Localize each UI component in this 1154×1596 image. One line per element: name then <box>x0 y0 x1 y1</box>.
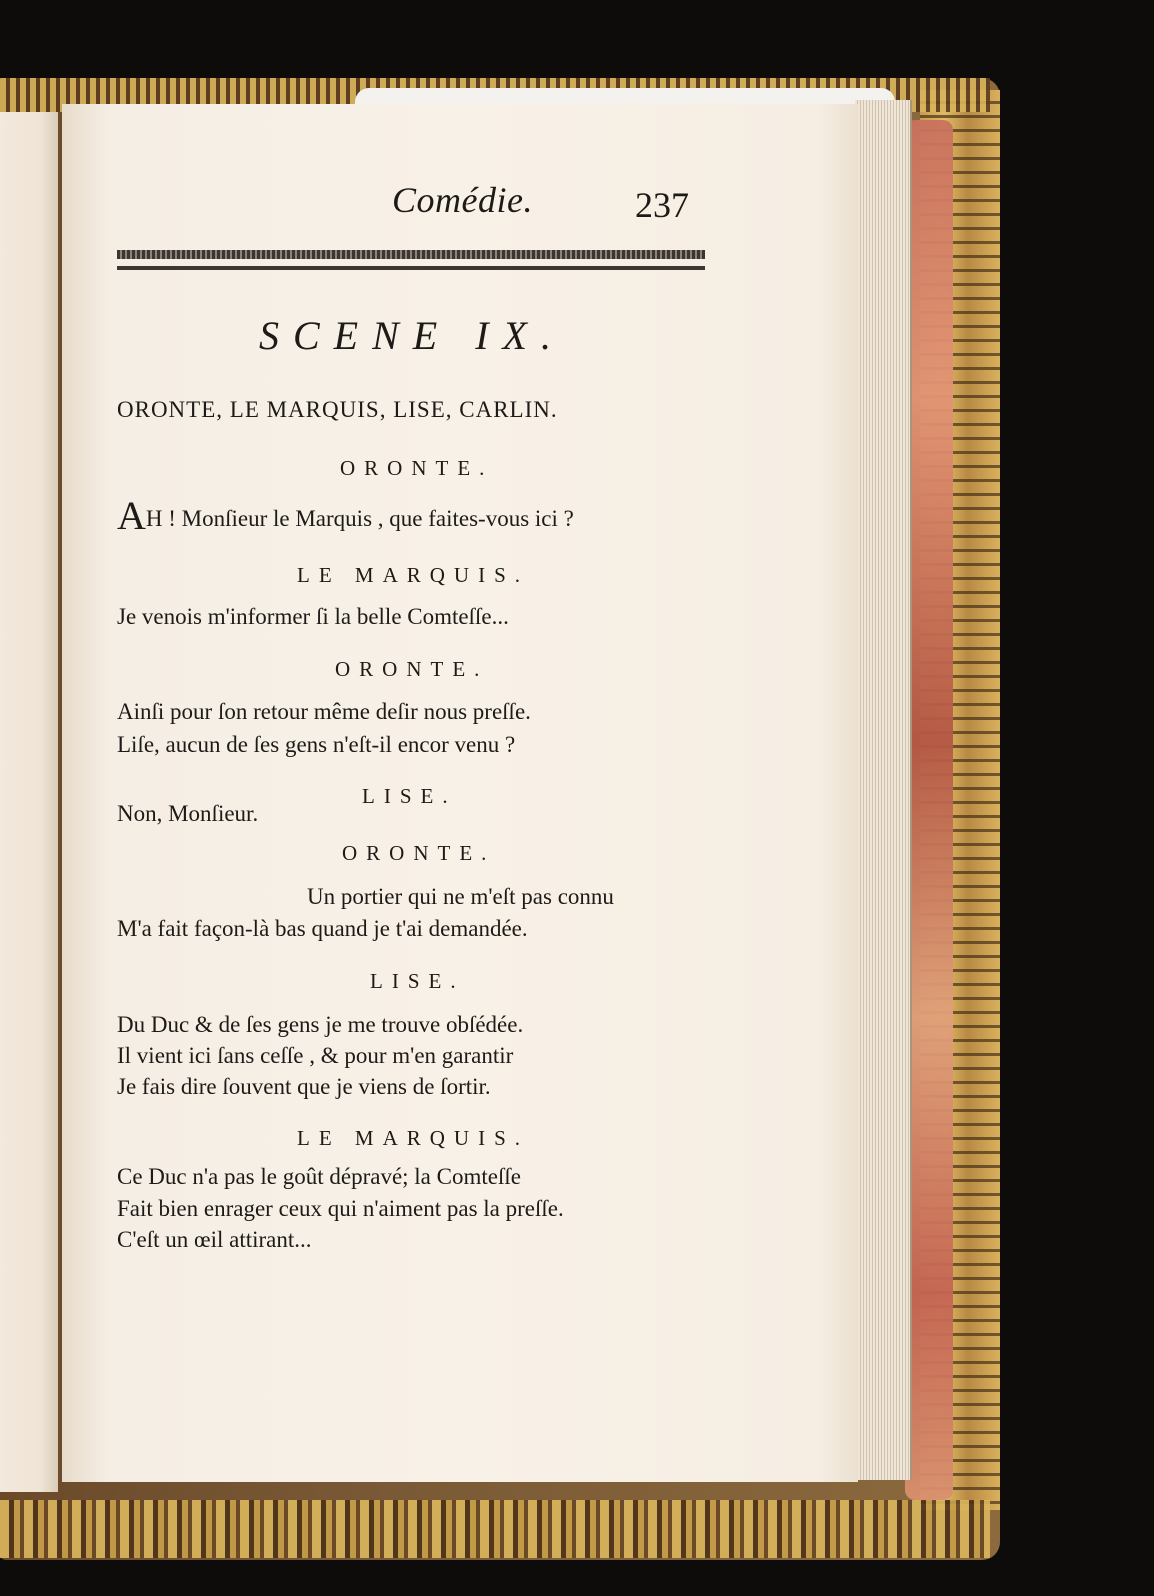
verse-text: H ! Monſieur le Marquis , que faites-vous ici ? <box>145 506 574 531</box>
verse-line: Non, Monſieur. <box>117 801 259 826</box>
scene-title: SCENE IX. <box>259 313 565 358</box>
speaker-label: ORONTE. <box>335 657 489 681</box>
page-block-edges <box>855 100 912 1480</box>
verse-line: Je fais dire ſouvent que je viens de ſortir. <box>117 1074 491 1099</box>
header-rule-thin <box>117 266 705 270</box>
verse-line: Ce Duc n'a pas le goût dépravé; la Comteſſe <box>117 1164 521 1189</box>
speaker-label: LE MARQUIS. <box>297 1126 530 1150</box>
speaker-label: LISE. <box>362 784 457 808</box>
character-list: ORONTE, LE MARQUIS, LISE, CARLIN. <box>117 397 558 422</box>
drop-cap: A <box>117 493 146 538</box>
header-rule-thick <box>117 250 705 259</box>
speaker-label: ORONTE. <box>342 841 496 865</box>
gilt-bottom-band <box>0 1500 990 1558</box>
verse-line <box>117 493 574 538</box>
speaker-label: LISE. <box>370 969 465 993</box>
verse-line: Fait bien enrager ceux qui n'aiment pas la preſſe. <box>117 1196 564 1221</box>
verse-line: Ainſi pour ſon retour même deſir nous preſſe. <box>117 699 531 724</box>
verse-line: Il vient ici ſans ceſſe , & pour m'en garantir <box>117 1043 514 1068</box>
verse-line: M'a fait façon-là bas quand je t'ai demandée. <box>117 916 528 941</box>
page-number: 237 <box>635 185 689 225</box>
verse-line: Du Duc & de ſes gens je me trouve obſédée. <box>117 1012 524 1037</box>
facing-page-edge <box>0 112 58 1492</box>
book-page <box>62 104 858 1482</box>
verse-line: Liſe, aucun de ſes gens n'eſt-il encor venu ? <box>117 732 516 757</box>
verse-line: Un portier qui ne m'eſt pas connu <box>307 884 614 909</box>
speaker-label: ORONTE. <box>340 456 494 480</box>
verse-line: C'eſt un œil attirant... <box>117 1227 312 1252</box>
speaker-label: LE MARQUIS. <box>297 563 530 587</box>
running-title: Comédie. <box>392 180 533 220</box>
marbled-edge <box>905 120 953 1500</box>
verse-line: Je venois m'informer ſi la belle Comteſſe... <box>117 604 509 629</box>
